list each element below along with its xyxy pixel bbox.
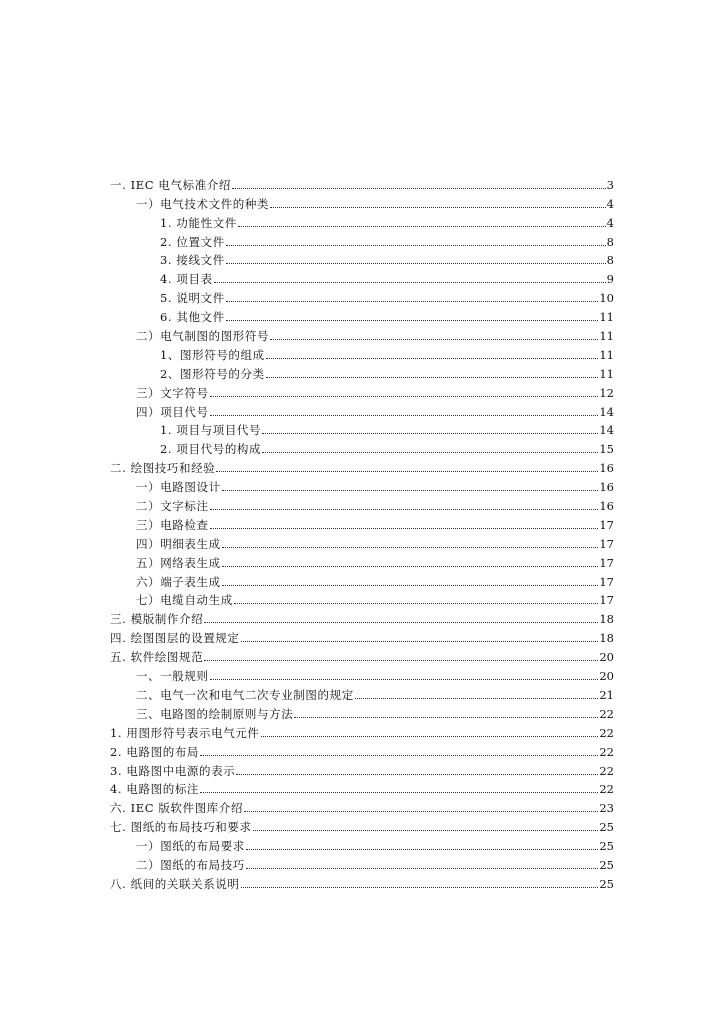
toc-entry[interactable]	[110, 664, 614, 683]
toc-entry[interactable]	[110, 513, 614, 532]
toc-entry-title: 一. IEC 电气标准介绍	[110, 177, 232, 192]
toc-entry[interactable]	[110, 626, 614, 645]
toc-dot-leader	[241, 886, 599, 888]
toc-dot-leader	[222, 489, 599, 491]
toc-dot-leader	[226, 300, 599, 302]
toc-dot-leader	[294, 716, 598, 718]
toc-entry[interactable]	[110, 494, 614, 513]
toc-dot-leader	[210, 527, 599, 529]
toc-dot-leader	[200, 754, 598, 756]
toc-entry-title: 六）端子表生成	[136, 574, 221, 589]
toc-entry-title: 2. 位置文件	[160, 234, 225, 249]
toc-entry-title: 三）文字符号	[136, 385, 209, 400]
toc-dot-leader	[232, 187, 606, 189]
toc-entry[interactable]	[110, 607, 614, 626]
toc-entry-title: 4. 项目表	[160, 272, 213, 287]
toc-entry-page-number: 16	[599, 480, 614, 495]
toc-entry-page-number: 22	[599, 725, 614, 740]
toc-entry[interactable]	[110, 740, 614, 759]
toc-dot-leader	[214, 281, 606, 283]
toc-entry-title: 二）图纸的布局技巧	[136, 857, 245, 872]
toc-entry-title: 四）明细表生成	[136, 536, 221, 551]
toc-dot-leader	[204, 659, 598, 661]
toc-entry-page-number: 25	[599, 839, 614, 854]
toc-entry[interactable]	[110, 834, 614, 853]
toc-entry-title: 2. 项目代号的构成	[160, 442, 262, 457]
toc-entry-page-number: 16	[599, 461, 614, 476]
toc-entry[interactable]	[110, 400, 614, 419]
toc-entry-page-number: 8	[606, 234, 614, 249]
toc-entry-page-number: 8	[606, 253, 614, 268]
toc-entry[interactable]	[110, 267, 614, 286]
toc-entry-title: 七. 图纸的布局技巧和要求	[110, 820, 252, 835]
toc-entry[interactable]	[110, 778, 614, 797]
toc-entry[interactable]	[110, 456, 614, 475]
toc-entry-title: 一、一般规则	[136, 669, 209, 684]
toc-entry-title: 3. 电路图中电源的表示	[110, 763, 236, 778]
toc-dot-leader	[253, 829, 599, 831]
toc-entry[interactable]	[110, 286, 614, 305]
toc-entry-title: 4. 电路图的标注	[110, 782, 200, 797]
toc-entry[interactable]	[110, 796, 614, 815]
toc-entry-page-number: 18	[599, 631, 614, 646]
toc-entry[interactable]	[110, 721, 614, 740]
toc-entry[interactable]	[110, 683, 614, 702]
toc-dot-leader	[234, 602, 599, 604]
toc-entry-page-number: 22	[599, 782, 614, 797]
toc-entry-title: 1. 功能性文件	[160, 215, 237, 230]
toc-dot-leader	[222, 565, 599, 567]
toc-entry-page-number: 15	[599, 442, 614, 457]
toc-dot-leader	[261, 735, 599, 737]
toc-entry[interactable]	[110, 381, 614, 400]
toc-entry-page-number: 18	[599, 612, 614, 627]
toc-dot-leader	[238, 225, 606, 227]
toc-entry[interactable]	[110, 853, 614, 872]
toc-entry-page-number: 12	[599, 385, 614, 400]
toc-entry-page-number: 17	[599, 593, 614, 608]
toc-entry-page-number: 25	[599, 857, 614, 872]
toc-entry-page-number: 20	[599, 650, 614, 665]
toc-entry-title: 3. 接线文件	[160, 253, 225, 268]
toc-entry[interactable]	[110, 249, 614, 268]
toc-dot-leader	[236, 773, 598, 775]
toc-dot-leader	[226, 319, 599, 321]
toc-entry-title: 1. 项目与项目代号	[160, 423, 262, 438]
toc-dot-leader	[262, 432, 598, 434]
toc-entry[interactable]	[110, 551, 614, 570]
toc-entry-page-number: 4	[606, 215, 614, 230]
toc-dot-leader	[246, 867, 598, 869]
toc-entry-title: 1、图形符号的组成	[160, 347, 265, 362]
toc-entry-title: 2. 电路图的布局	[110, 744, 200, 759]
toc-entry-title: 一）电路图设计	[136, 480, 221, 495]
toc-entry-page-number: 17	[599, 536, 614, 551]
toc-entry-page-number: 22	[599, 763, 614, 778]
toc-entry-page-number: 3	[606, 177, 614, 192]
toc-entry-page-number: 22	[599, 744, 614, 759]
toc-entry[interactable]	[110, 230, 614, 249]
toc-entry-title: 二、电气一次和电气二次专业制图的规定	[136, 687, 354, 702]
toc-dot-leader	[262, 451, 598, 453]
toc-entry-title: 二. 绘图技巧和经验	[110, 461, 216, 476]
toc-dot-leader	[266, 357, 599, 359]
toc-entry[interactable]	[110, 362, 614, 381]
toc-dot-leader	[204, 621, 598, 623]
toc-entry-title: 六. IEC 版软件图库介绍	[110, 801, 244, 816]
toc-dot-leader	[270, 338, 598, 340]
toc-entry-page-number: 9	[606, 272, 614, 287]
toc-dot-leader	[210, 678, 599, 680]
toc-dot-leader	[246, 848, 598, 850]
toc-entry[interactable]	[110, 645, 614, 664]
toc-entry-page-number: 14	[599, 423, 614, 438]
toc-dot-leader	[226, 244, 606, 246]
toc-entry[interactable]	[110, 532, 614, 551]
toc-entry-page-number: 25	[599, 876, 614, 891]
toc-entry-page-number: 4	[606, 196, 614, 211]
toc-entry[interactable]	[110, 211, 614, 230]
toc-entry[interactable]	[110, 872, 614, 891]
table-of-contents	[110, 173, 614, 891]
toc-entry[interactable]	[110, 759, 614, 778]
toc-entry-title: 二）文字标注	[136, 499, 209, 514]
toc-entry-title: 五. 软件绘图规范	[110, 650, 204, 665]
toc-entry[interactable]	[110, 815, 614, 834]
toc-entry-title: 2、图形符号的分类	[160, 366, 265, 381]
toc-dot-leader	[210, 395, 599, 397]
toc-dot-leader	[226, 262, 606, 264]
toc-entry-page-number: 11	[599, 329, 614, 344]
toc-dot-leader	[222, 584, 599, 586]
toc-entry-page-number: 10	[599, 291, 614, 306]
toc-dot-leader	[210, 414, 599, 416]
toc-entry-page-number: 17	[599, 555, 614, 570]
toc-entry-title: 6. 其他文件	[160, 310, 225, 325]
toc-entry-page-number: 25	[599, 820, 614, 835]
toc-entry-page-number: 20	[599, 669, 614, 684]
toc-entry[interactable]	[110, 343, 614, 362]
toc-entry-page-number: 22	[599, 706, 614, 721]
toc-entry-page-number: 11	[599, 310, 614, 325]
toc-entry[interactable]	[110, 173, 614, 192]
toc-entry[interactable]	[110, 324, 614, 343]
toc-entry-page-number: 14	[599, 404, 614, 419]
toc-entry-title: 三. 模版制作介绍	[110, 612, 204, 627]
toc-entry[interactable]	[110, 475, 614, 494]
toc-entry-page-number: 16	[599, 499, 614, 514]
toc-dot-leader	[244, 810, 598, 812]
toc-entry[interactable]	[110, 702, 614, 721]
toc-dot-leader	[200, 791, 598, 793]
toc-entry-title: 三）电路检查	[136, 517, 209, 532]
toc-entry-page-number: 21	[599, 687, 614, 702]
toc-entry-title: 四. 绘图图层的设置规定	[110, 631, 240, 646]
toc-dot-leader	[355, 697, 599, 699]
toc-entry-title: 二）电气制图的图形符号	[136, 329, 270, 344]
toc-dot-leader	[222, 546, 599, 548]
toc-entry-title: 四）项目代号	[136, 404, 209, 419]
toc-entry-page-number: 23	[599, 801, 614, 816]
toc-entry[interactable]	[110, 437, 614, 456]
toc-entry-title: 5. 说明文件	[160, 291, 225, 306]
toc-dot-leader	[270, 206, 606, 208]
toc-entry-page-number: 17	[599, 517, 614, 532]
toc-entry[interactable]	[110, 192, 614, 211]
toc-dot-leader	[210, 508, 599, 510]
toc-entry-page-number: 17	[599, 574, 614, 589]
toc-dot-leader	[266, 376, 599, 378]
toc-entry-title: 1. 用图形符号表示电气元件	[110, 725, 260, 740]
toc-dot-leader	[216, 470, 598, 472]
toc-entry-title: 三、电路图的绘制原则与方法	[136, 706, 294, 721]
toc-entry[interactable]	[110, 570, 614, 589]
toc-entry-title: 七）电缆自动生成	[136, 593, 233, 608]
toc-entry-title: 八. 纸间的关联关系说明	[110, 876, 240, 891]
toc-entry-page-number: 11	[599, 347, 614, 362]
toc-entry-title: 一）图纸的布局要求	[136, 839, 245, 854]
toc-entry-page-number: 11	[599, 366, 614, 381]
toc-entry[interactable]	[110, 305, 614, 324]
toc-entry[interactable]	[110, 589, 614, 608]
toc-entry-title: 五）网络表生成	[136, 555, 221, 570]
toc-entry-title: 一）电气技术文件的种类	[136, 196, 270, 211]
toc-dot-leader	[241, 640, 599, 642]
toc-entry[interactable]	[110, 419, 614, 438]
